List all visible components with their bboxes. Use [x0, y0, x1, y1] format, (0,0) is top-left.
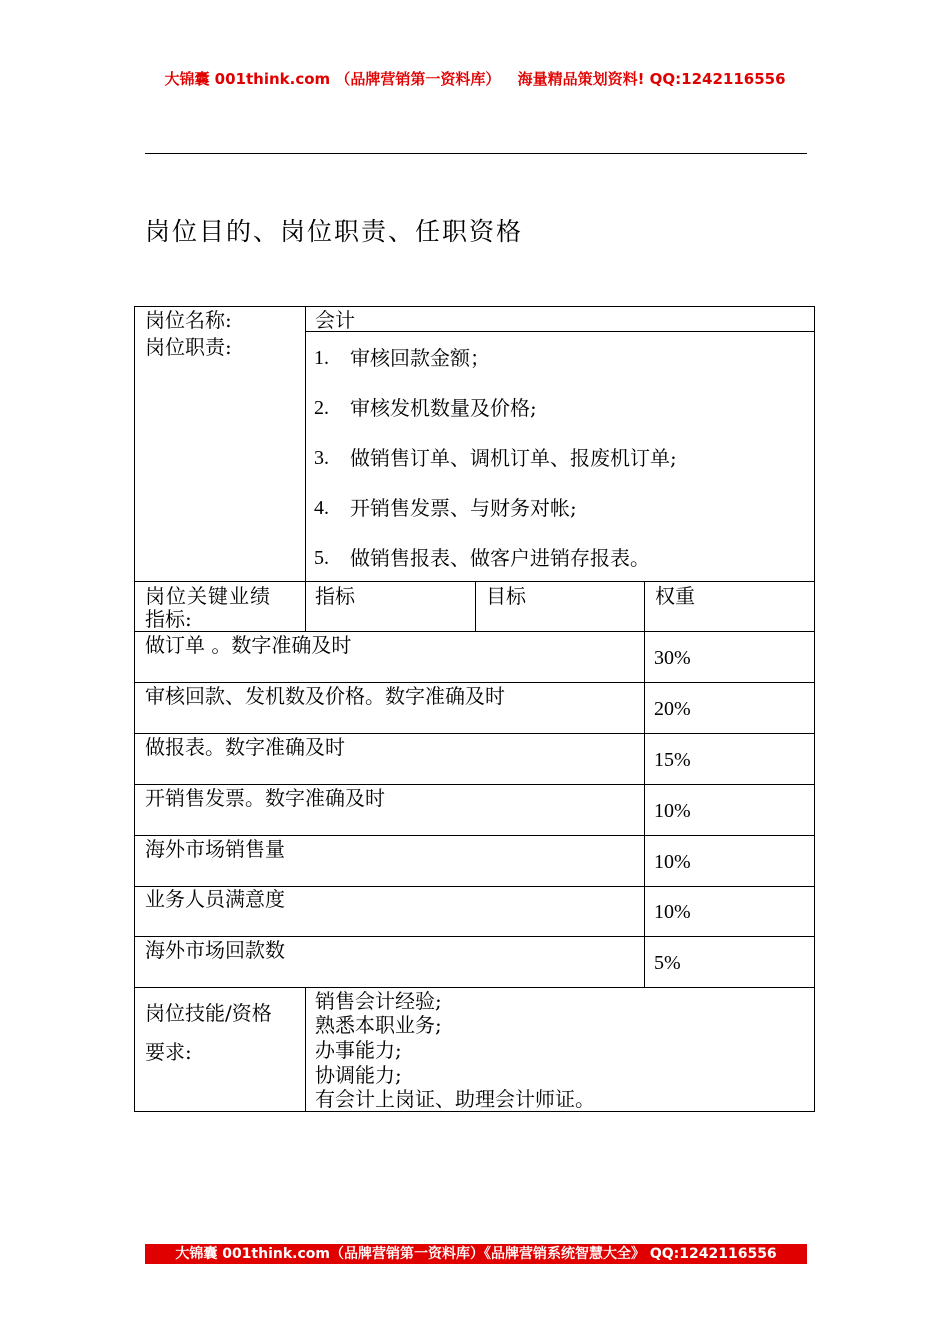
kpi-label: 岗位关键业绩: [145, 584, 271, 608]
header-banner: [0, 68, 950, 89]
kpi-header-weight: 权重: [655, 584, 695, 608]
kpi-weight: 15%: [654, 749, 691, 771]
kpi-weight: 10%: [654, 901, 691, 923]
skill-item: 办事能力;: [315, 1038, 402, 1062]
header-rule: [145, 153, 807, 154]
skill-item: 协调能力;: [315, 1063, 402, 1087]
table-border: [134, 987, 815, 988]
kpi-header-indicator: 指标: [315, 584, 355, 608]
duty-item: 审核回款金额；: [350, 346, 490, 370]
duty-item: 做销售报表、做客户进销存报表。: [350, 546, 650, 570]
table-border: [814, 306, 815, 1112]
header-text-right: 海量精品策划资料! QQ:1242116556: [517, 70, 786, 88]
table-border: [305, 331, 815, 332]
table-border: [134, 306, 135, 1112]
skill-item: 熟悉本职业务;: [315, 1013, 442, 1037]
duties-label: 岗位职责:: [145, 335, 232, 359]
position-label: 岗位名称:: [145, 308, 232, 332]
table-border: [305, 306, 306, 632]
duty-number: 3.: [314, 447, 329, 469]
document-title: 岗位目的、岗位职责、任职资格: [145, 217, 524, 246]
table-border: [134, 835, 815, 836]
header-text-left: 大锦囊 001think.com （品牌营销第一资料库）: [164, 70, 501, 88]
kpi-label-cont: 指标:: [145, 607, 192, 631]
duty-number: 1.: [314, 347, 329, 369]
footer-banner: 大锦囊 001think.com（品牌营销第一资料库）《品牌营销系统智慧大全》 QQ:1242116556: [145, 1244, 807, 1264]
kpi-item: 海外市场销售量: [145, 837, 285, 861]
kpi-item: 开销售发票。数字准确及时: [145, 786, 385, 810]
duty-item: 开销售发票、与财务对帐;: [350, 496, 577, 520]
table-border: [134, 784, 815, 785]
table-border: [134, 936, 815, 937]
skill-item: 有会计上岗证、助理会计师证。: [315, 1087, 595, 1111]
table-border: [134, 306, 815, 307]
duty-number: 5.: [314, 547, 329, 569]
duty-number: 2.: [314, 397, 329, 419]
table-border: [134, 733, 815, 734]
kpi-header-target: 目标: [486, 584, 526, 608]
table-border: [134, 1111, 815, 1112]
table-border: [644, 581, 645, 987]
skills-label-cont: 要求:: [145, 1040, 192, 1064]
kpi-weight: 30%: [654, 647, 691, 669]
skills-label: 岗位技能/资格: [145, 1001, 272, 1025]
kpi-weight: 20%: [654, 698, 691, 720]
kpi-weight: 10%: [654, 851, 691, 873]
table-border: [305, 987, 306, 1112]
kpi-item: 做订单 。数字准确及时: [145, 633, 352, 657]
kpi-item: 业务人员满意度: [145, 887, 285, 911]
table-border: [475, 581, 476, 632]
kpi-item: 审核回款、发机数及价格。数字准确及时: [145, 684, 505, 708]
skill-item: 销售会计经验;: [315, 989, 442, 1013]
kpi-weight: 5%: [654, 952, 681, 974]
duty-item: 做销售订单、调机订单、报废机订单;: [350, 446, 677, 470]
kpi-weight: 10%: [654, 800, 691, 822]
duty-item: 审核发机数量及价格;: [350, 396, 537, 420]
position-value: 会计: [315, 308, 355, 332]
kpi-item: 做报表。数字准确及时: [145, 735, 345, 759]
table-border: [134, 682, 815, 683]
duty-number: 4.: [314, 497, 329, 519]
kpi-item: 海外市场回款数: [145, 938, 285, 962]
